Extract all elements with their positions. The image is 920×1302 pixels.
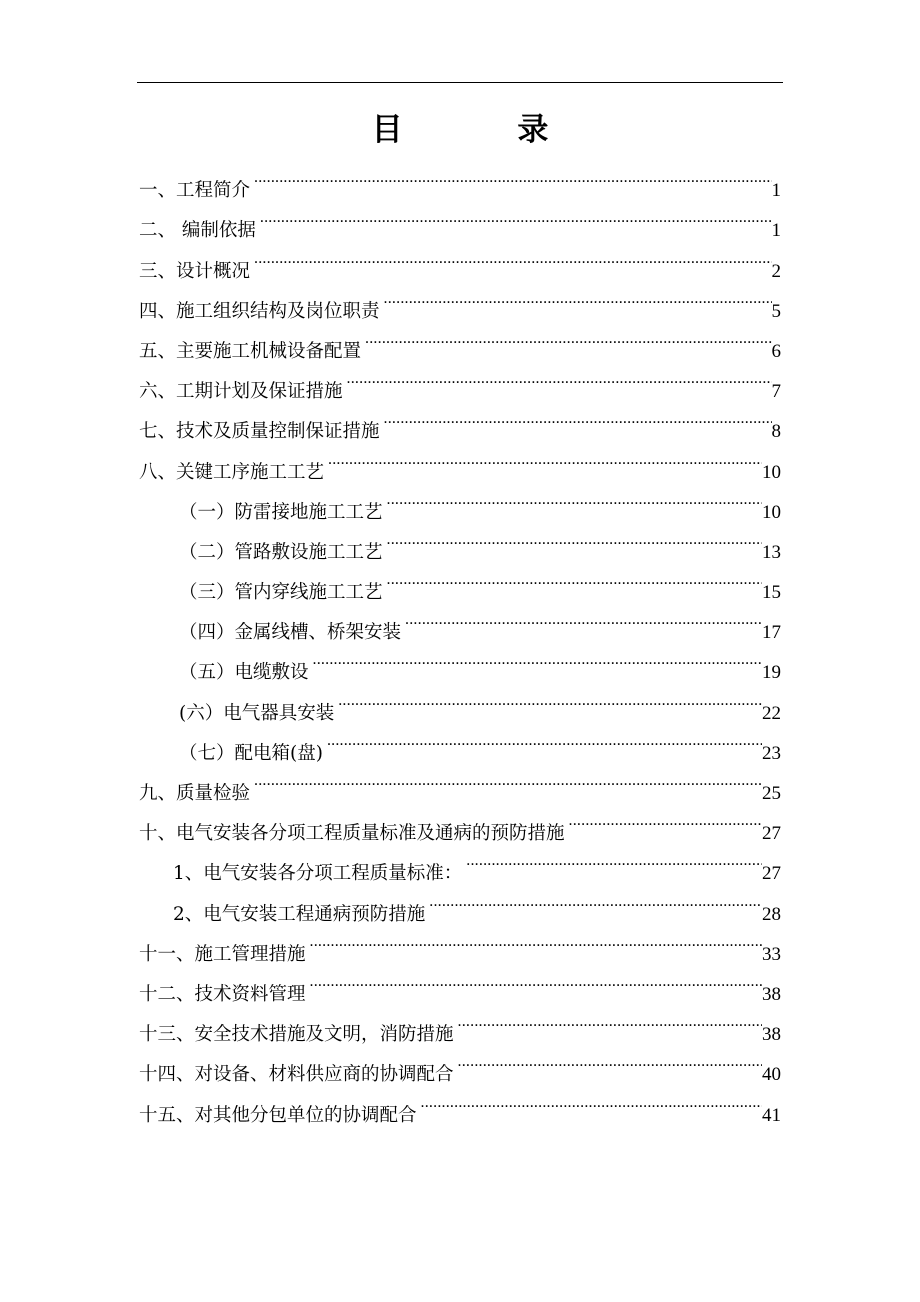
toc-page-number: 15 — [762, 582, 781, 604]
toc-page-number: 5 — [771, 300, 781, 322]
toc-page-number: 27 — [762, 863, 781, 885]
toc-entry-label: 十二、技术资料管理 — [139, 983, 306, 1005]
table-of-contents — [139, 156, 781, 1126]
toc-dot-leader — [313, 638, 762, 678]
toc-dot-leader — [347, 357, 772, 397]
toc-entry-label: （一）防雷接地施工工艺 — [179, 501, 383, 523]
toc-entry-label: 十五、对其他分包单位的协调配合 — [139, 1104, 417, 1126]
toc-entry-label: （二）管路敷设施工工艺 — [179, 541, 383, 563]
toc-entry-label: （五）电缆敷设 — [179, 662, 309, 684]
toc-entry-label: 九、质量检验 — [139, 783, 251, 804]
toc-entry-label: 六、工期计划及保证措施 — [139, 381, 343, 403]
toc-dot-leader — [429, 879, 762, 919]
toc-dot-leader — [458, 1040, 762, 1080]
toc-dot-leader — [387, 478, 762, 518]
toc-page-number: 40 — [762, 1064, 781, 1086]
toc-page-number: 23 — [762, 742, 781, 764]
toc-page-number: 1 — [771, 220, 781, 242]
toc-entry-label: 十、电气安装各分项工程质量标准及通病的预防措施 — [139, 823, 565, 845]
toc-entry-label: 一、工程简介 — [139, 180, 251, 202]
toc-page-number: 28 — [762, 903, 781, 925]
header-rule — [137, 82, 783, 83]
toc-page-number: 10 — [762, 501, 781, 523]
toc-dot-leader — [458, 1000, 762, 1040]
toc-entry-label: 三、设计概况 — [139, 260, 251, 282]
toc-entry-label: （三）管内穿线施工工艺 — [179, 582, 383, 604]
toc-dot-leader — [254, 156, 771, 196]
toc-entry-label: （四）金属线槽、桥架安装 — [179, 622, 402, 644]
toc-entry-label: 八、关键工序施工工艺 — [139, 461, 325, 483]
toc-title: 目 录 — [371, 112, 601, 148]
toc-dot-leader — [310, 920, 762, 960]
toc-dot-leader — [421, 1080, 762, 1120]
toc-page-number: 19 — [762, 662, 781, 684]
toc-dot-leader — [569, 799, 762, 839]
toc-dot-leader — [260, 196, 772, 236]
toc-page-number: 10 — [762, 461, 781, 483]
toc-dot-leader — [254, 759, 762, 799]
toc-page-number: 7 — [771, 381, 781, 403]
toc-entry-label: 七、技术及质量控制保证措施 — [139, 421, 380, 443]
toc-page-number: 2 — [771, 260, 781, 282]
toc-page-number: 38 — [762, 983, 781, 1005]
toc-dot-leader — [338, 678, 762, 718]
toc-dot-leader — [387, 558, 762, 598]
toc-entry-label: （七）配电箱(盘) — [179, 742, 323, 764]
toc-entry-label: 五、主要施工机械设备配置 — [139, 340, 362, 362]
toc-dot-leader — [327, 719, 762, 759]
toc-entry-label: 十三、安全技术措施及文明，消防措施 — [139, 1024, 454, 1046]
toc-entry-label: 二、 编制依据 — [139, 220, 256, 242]
toc-page-number: 1 — [771, 180, 781, 202]
toc-dot-leader — [328, 437, 762, 477]
toc-dot-leader — [384, 277, 772, 317]
toc-dot-leader — [466, 839, 762, 879]
toc-dot-leader — [384, 397, 772, 437]
toc-entry-label: 2、电气安装工程通病预防措施 — [173, 903, 426, 925]
toc-page-number: 8 — [771, 421, 781, 443]
toc-entry-label: 1、电气安装各分项工程质量标准： — [173, 863, 463, 885]
toc-page-number: 25 — [762, 783, 781, 804]
toc-dot-leader — [310, 960, 762, 1000]
toc-page-number: 27 — [762, 823, 781, 845]
toc-page-number: 22 — [762, 702, 781, 724]
toc-entry[interactable] — [139, 156, 781, 202]
toc-page-number: 13 — [762, 541, 781, 563]
toc-page-number: 6 — [771, 340, 781, 362]
toc-dot-leader — [387, 518, 762, 558]
toc-page-number: 38 — [762, 1024, 781, 1046]
toc-dot-leader — [405, 598, 762, 638]
toc-dot-leader — [254, 236, 771, 276]
toc-dot-leader — [365, 317, 771, 357]
toc-entry-label: (六）电气器具安装 — [179, 702, 335, 724]
toc-entry-label: 十一、施工管理措施 — [139, 943, 306, 965]
toc-entry-label: 四、施工组织结构及岗位职责 — [139, 300, 380, 322]
toc-page-number: 17 — [762, 622, 781, 644]
toc-entry-label: 十四、对设备、材料供应商的协调配合 — [139, 1064, 454, 1086]
toc-page-number: 41 — [762, 1104, 781, 1126]
toc-page-number: 33 — [762, 943, 781, 965]
